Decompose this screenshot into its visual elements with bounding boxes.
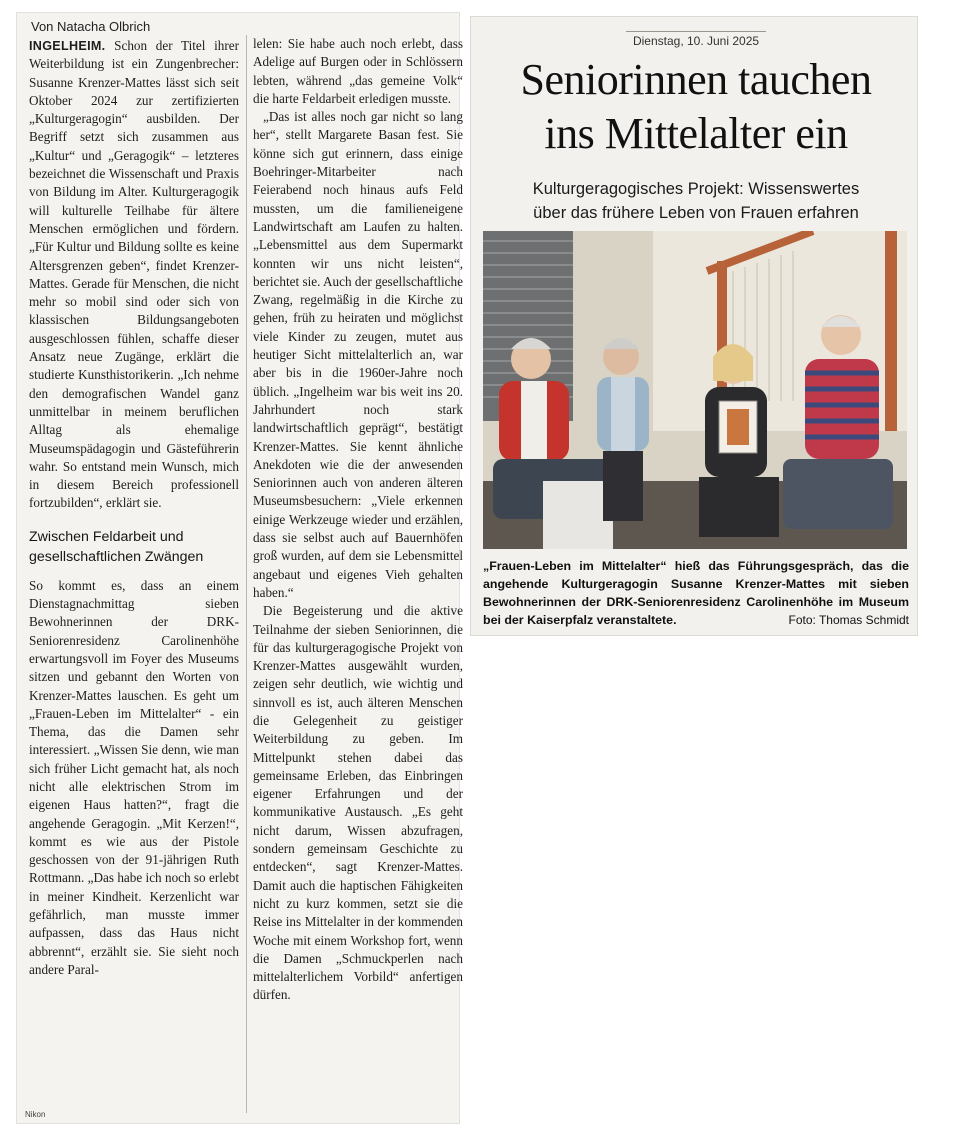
column-divider — [246, 35, 247, 1113]
photo-caption — [483, 557, 909, 629]
section-subhead: Zwischen Feldarbeit und gesellschaftlichen Zwängen — [29, 528, 204, 565]
byline: Von Natacha Olbrich — [31, 19, 151, 34]
photo-credit: Foto: Thomas Schmidt — [788, 613, 909, 627]
paragraph-2: So kommt es, dass an einem Dienstagnachmittag sieben Bewohnerinnen der DRK-Seniorenresidenz Carolinenhöhe erwartungsvoll im Foyer des Museums sitzen und gebannt den Worten von Krenzer-Mattes lauschen. Es geht um „Frauen-Leben im Mittelalter“ - ein Thema, das die Damen sehr interessiert. „Wissen Sie denn, wie man sich früher Licht gemacht hat, als noch nicht alle elektrischen Strom im eigenen Haus hatten?“, fragt die angehende Geragogin. „Mit Kerzen!“, kommt es wie aus der Pistole geschossen von der 91-jährigen Ruth Rottmann. „Das habe ich noch so erlebt in meiner Kindheit. Kerzenlicht war gefährlich, man musste immer aufpassen, dass das Haus nicht abbrennt“, erzählt sie. Sie sieht noch andere Paral- — [29, 577, 239, 977]
caption-text: „Frauen-Leben im Mittelalter“ hieß das Führungsgespräch, das die angehende Kulturgeragogin Susanne Krenzer-Mattes mit sieben Bewohnerinnen der DRK-Seniorenresidenz Carolinenhöhe im Museum bei der Kaiserpfalz veranstaltete. — [483, 559, 909, 627]
article-body-clipping — [16, 12, 463, 1124]
paragraph-3: lelen: Sie habe auch noch erlebt, dass Adelige auf Burgen oder in Schlössern lebten, während „das gemeine Volk“ die harte Feldarbeit erledigen musste. — [253, 36, 463, 106]
group-photo — [483, 231, 907, 549]
paragraph-intro — [29, 37, 239, 513]
headline — [481, 53, 911, 161]
headline-clipping — [470, 16, 918, 636]
subheadline-line-2: über das frühere Leben von Frauen erfahren — [533, 204, 859, 222]
headline-line-2: ins Mittelalter ein — [544, 109, 848, 158]
headline-line-1: Seniorinnen tauchen — [520, 55, 872, 104]
text-column-1 — [29, 37, 239, 979]
dateline: INGELHEIM. — [29, 39, 106, 53]
subheadline-line-1: Kulturgeragogisches Projekt: Wissenswertes — [532, 180, 860, 198]
footer-mark: Nikon — [25, 1110, 46, 1119]
paragraph-intro-text: Schon der Titel ihrer Weiterbildung ist ein Zungenbrecher: Susanne Krenzer-Mattes lässt sich seit Oktober 2024 zur zertifizierten „Kulturgeragogin“ ausbilden. Der Begriff setzt sich zusammen aus „Kultur“ und „Geragogik“ – letzteres bezeichnet die Wissenschaft und Praxis von Bildung im Alter. Kulturgeragogik will kulturelle Teilhabe für ältere Menschen ermöglichen und fördern. „Für Kultur und Bildung sollte es keine Altersgrenzen geben“, findet Krenzer-Mattes. Gerade für Menschen, die nicht mehr so mobil sind oder sich von klassischen Bildungsangeboten ausgeschlossen fühlen, schaffe dieser Ansatz neue Zugänge, erklärt die studierte Kunsthistorikerin. „Ich nehme den demografischen Wandel ganz unmittelbar in meinem beruflichen Alltag als ehemalige Museumspädagogin und Gästeführerin wahr. So entstand mein Wunsch, mich in diesem Bereich professionell fortzubilden“, erklärt sie. — [29, 38, 239, 511]
paragraph-5: Die Begeisterung und die aktive Teilnahme der sieben Seniorinnen, die für das kulturgeragogische Projekt von Krenzer-Mattes ausgewählt wurden, zeigen sehr deutlich, wie wichtig und sinnvoll es ist, auch älteren Menschen die Gelegenheit zu geistiger Weiterbildung zu geben. Im Mittelpunkt stehen dabei das gemeinsame Erleben, das Einbringen eigener Erfahrungen und der kommunikative Austausch. „Es geht nicht darum, Wissen abzufragen, sondern gemeinsam Geschichte zu entdecken“, sagt Krenzer-Mattes. Damit auch die haptischen Fähigkeiten nicht zu kurz kommen, setzt sie die Reise ins Mittelalter in der kommenden Woche mit einem Workshop fort, wenn die Damen „Schmuckperlen nach mittelalterlichem Vorbild“ anfertigen dürfen. — [253, 603, 463, 1003]
publication-date: Dienstag, 10. Juni 2025 — [626, 31, 766, 48]
text-column-2 — [253, 35, 463, 1005]
paragraph-4: „Das ist alles noch gar nicht so lang her“, stellt Margarete Basan fest. Sie könne sich gut erinnern, dass einige Boehringer-Mitarbeiter nach Feierabend noch hinaus aufs Feld mussten, um die familieneigene Landwirtschaft am Laufen zu halten. „Lebensmittel aus dem Supermarkt konnten wir uns nicht leisten“, berichtet sie. Auch der gesellschaftliche Zwang, regelmäßig in die Kirche zu gehen, früh zu heiraten und möglichst viele Kinder zu zeugen, mutet aus heutiger Sicht mittelalterlich an, war aber bis in die 1960er-Jahre noch üblich. „Ingelheim war bis weit ins 20. Jahrhundert noch stark landwirtschaftlich geprägt“, bestätigt Krenzer-Mattes. Sie kennt ähnliche Anekdoten wie die der anwesenden Seniorinnen auch von anderen älteren Museumsbesuchern: „Viele erkennen einige Werkzeuge wieder und erzählen, dass sie selbst auch auf Bauernhöfen groß wurden, auf dem sie Lebensmittel angebaut und eigenes Vieh gehalten haben.“ — [253, 109, 463, 600]
subheadline — [481, 177, 911, 225]
